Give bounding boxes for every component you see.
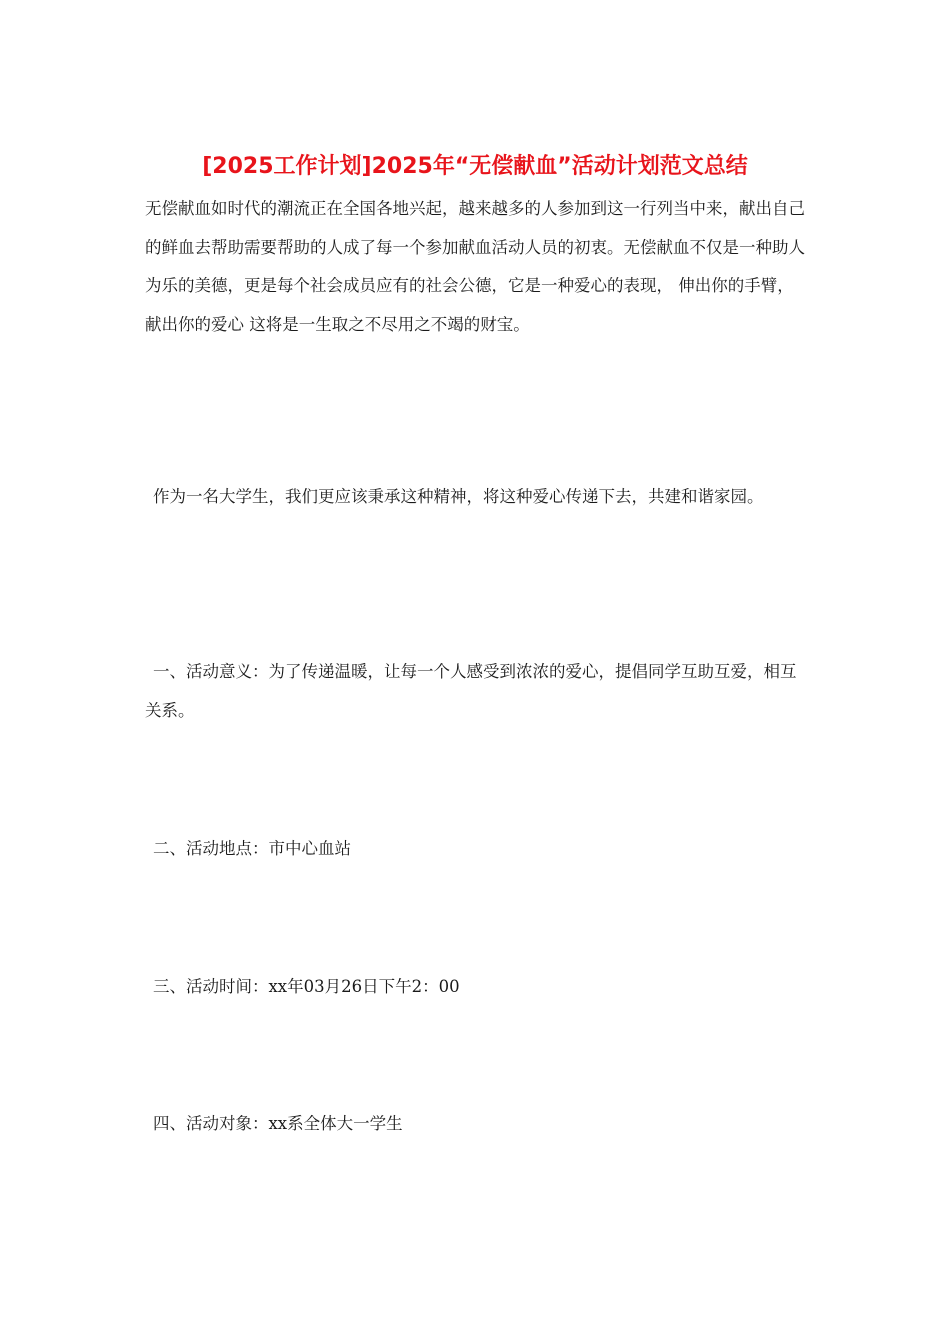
section-time: 三、活动时间：xx年03月26日下午2：00 xyxy=(153,977,460,996)
section-location: 二、活动地点：市中心血站 xyxy=(153,839,351,858)
section-significance: 一、活动意义：为了传递温暖，让每一个人感受到浓浓的爱心，提倡同学互助互爱，相互关系。 xyxy=(145,662,797,720)
intro-paragraph: 无偿献血如时代的潮流正在全国各地兴起，越来越多的人参加到这一行列当中来，献出自己的鲜血去帮助需要帮助的人成了每一个参加献血活动人员的初衷。无偿献血不仅是一种助人为乐的美德，更是每个社会成员应有的社会公德，它是一种爱心的表现， 伸出你的手臂，献出你的爱心 这将是一生取之不尽用之不竭的财宝。 xyxy=(145,199,805,334)
section-audience: 四、活动对象：xx系全体大一学生 xyxy=(153,1114,403,1133)
student-paragraph: 作为一名大学生，我们更应该秉承这种精神，将这种爱心传递下去，共建和谐家园。 xyxy=(153,487,764,506)
document-title: [2025工作计划]2025年“无偿献血”活动计划范文总结 xyxy=(202,154,748,179)
